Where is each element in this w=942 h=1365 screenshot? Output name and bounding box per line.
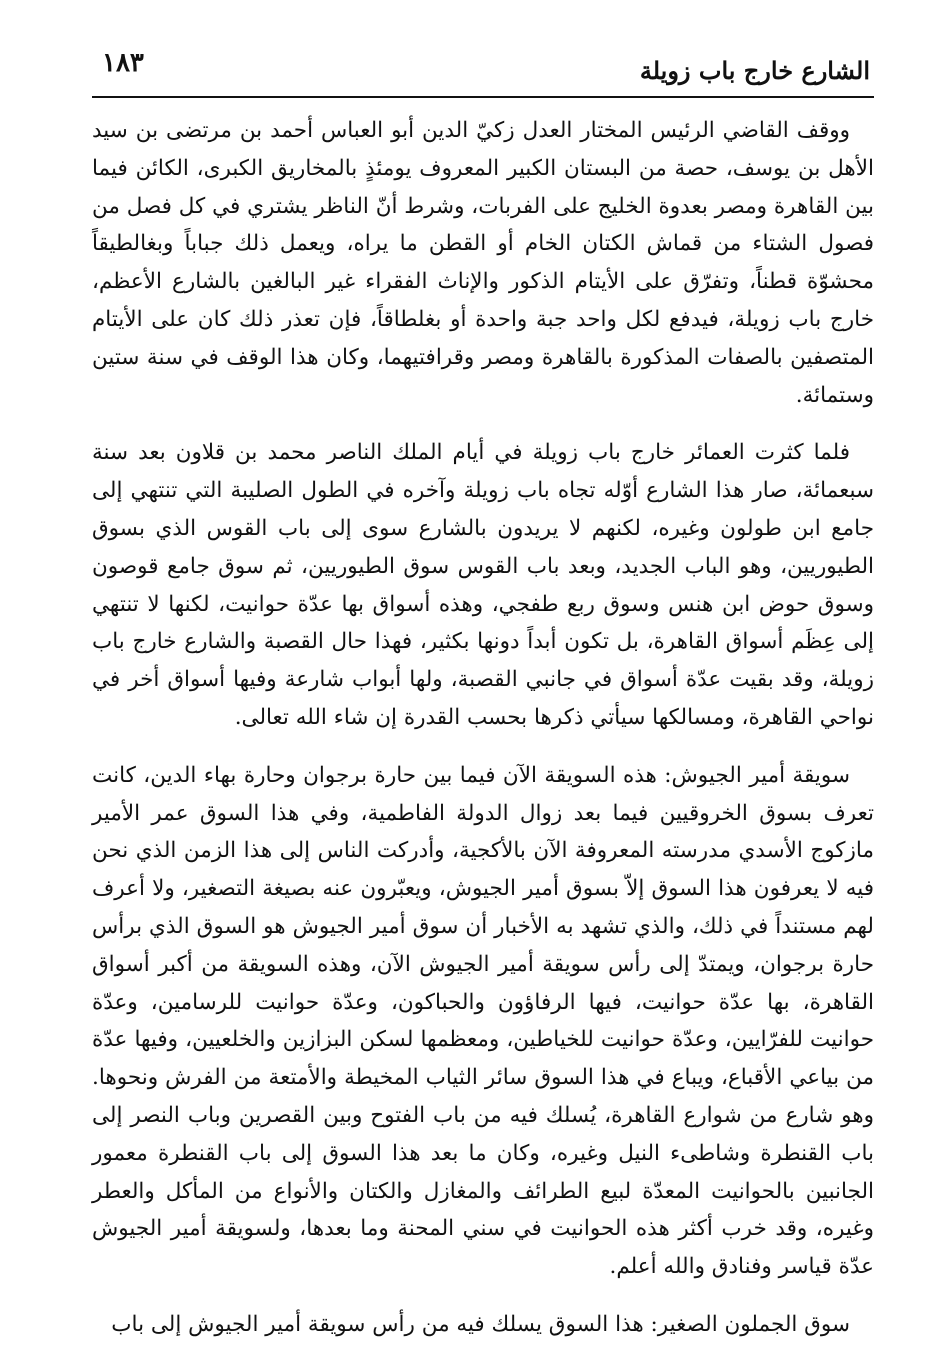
paragraph-suq-al-jamalun: سوق الجملون الصغير: هذا السوق يسلك فيه من رأس سويقة أمير الجيوش إلى باب — [111, 1311, 850, 1337]
paragraph-waqf: ووقف القاضي الرئيس المختار العدل زكيّ الدين أبو العباس أحمد بن مرتضى بن سيد الأهل بن يوسف، حصة من البستان الكبير المعروف يومئذٍ بالمخاريق الكبرى، الكائن فيما بين القاهرة ومصر بعدوة الخليج على الفربات، وشرط أنّ الناظر يشتري في كل فصل من فصول الشتاء من قماش الكتان الخام أو القطن ما يراه، ويعمل ذلك جباباً وبغالطيقاً محشوّة قطناً، وتفرّق على الأيتام الذكور والإناث الفقراء غير البالغين بالشارع الأعظم، خارج باب زويلة، فيدفع لكل واحد جبة واحدة أو بغلطاقاً، فإن تعذر ذلك كان على الأيتام المتصفين بالصفات المذكورة بالقاهرة ومصر وقرافتيهما، وكان هذا الوقف في سنة ستين وستمائة. — [92, 118, 874, 408]
page-header — [92, 38, 874, 98]
body-text — [92, 112, 874, 1344]
paragraph-street-growth: فلما كثرت العمائر خارج باب زويلة في أيام الملك الناصر محمد بن قلاون بعد سنة سبعمائة، صار هذا الشارع أوّله تجاه باب زويلة وآخره في الطول الصليبة التي تنتهي إلى جامع ابن طولون وغيره، لكنهم لا يريدون بالشارع سوى إلى باب القوس الذي بسوق الطيوريين، وهو الباب الجديد، وبعد باب القوس سوق الطيوريين، ثم سوق جامع قوصون وسوق حوض ابن هنس وسوق ربع طفجي، وهذه أسواق بها عدّة حوانيت، لكنها لا تنتهي إلى عِظَم أسواق القاهرة، بل تكون أبداً دونها بكثير، فهذا حال القصبة والشارع خارج باب زويلة، وقد بقيت عدّة أسواق في جانبي القصبة، ولها أبواب شارعة وفيها أسواق أخر في نواحي القاهرة، ومسالكها سيأتي ذكرها بحسب القدرة إن شاء الله تعالى. — [92, 440, 874, 730]
running-title: الشارع خارج باب زويلة — [639, 56, 870, 85]
page-number: ١٨٣ — [102, 48, 144, 78]
paragraph-suwayqat-amir-al-juyush: سويقة أمير الجيوش: هذه السويقة الآن فيما بين حارة برجوان وحارة بهاء الدين، كانت تعرف بسوق الخروقيين فيما بعد زوال الدولة الفاطمية، وفي هذا السوق عمر الأمير مازكوج الأسدي مدرسته المعروفة الآن بالأكجية، وأدركت الناس إلى هذا الزمن الذي نحن فيه لا يعرفون هذا السوق إلاّ بسوق أمير الجيوش، ويعبّرون عنه بصيغة التصغير، ولا أعرف لهم مستنداً في ذلك، والذي تشهد به الأخبار أن سوق أمير الجيوش هو السوق الذي برأس حارة برجوان، ويمتدّ إلى رأس سويقة أمير الجيوش الآن، وهذه السويقة من أكبر أسواق القاهرة، بها عدّة حوانيت، فيها الرفاؤون والحباكون، وعدّة حوانيت للرسامين، وعدّة حوانيت للفرّايين، وعدّة حوانيت للخياطين، ومعظمها لسكن البزازين والخلعيين، وفيها عدّة من بياعي الأقباع، ويباع في هذا السوق سائر الثياب المخيطة والأمتعة من الفرش ونحوها. وهو شارع من شوارع القاهرة، يُسلك فيه من باب الفتوح وبين القصرين وباب النصر إلى باب القنطرة وشاطىء النيل وغيره، وكان ما بعد هذا السوق إلى باب القنطرة معمور الجانبين بالحوانيت المعدّة لبيع الطرائف والمغازل والكتان والأنواع من المأكل والعطر وغيره، وقد خرب أكثر هذه الحوانيت في سني المحنة وما بعدها، ولسويقة أمير الجيوش عدّة قياسر وفنادق والله أعلم. — [92, 762, 874, 1280]
